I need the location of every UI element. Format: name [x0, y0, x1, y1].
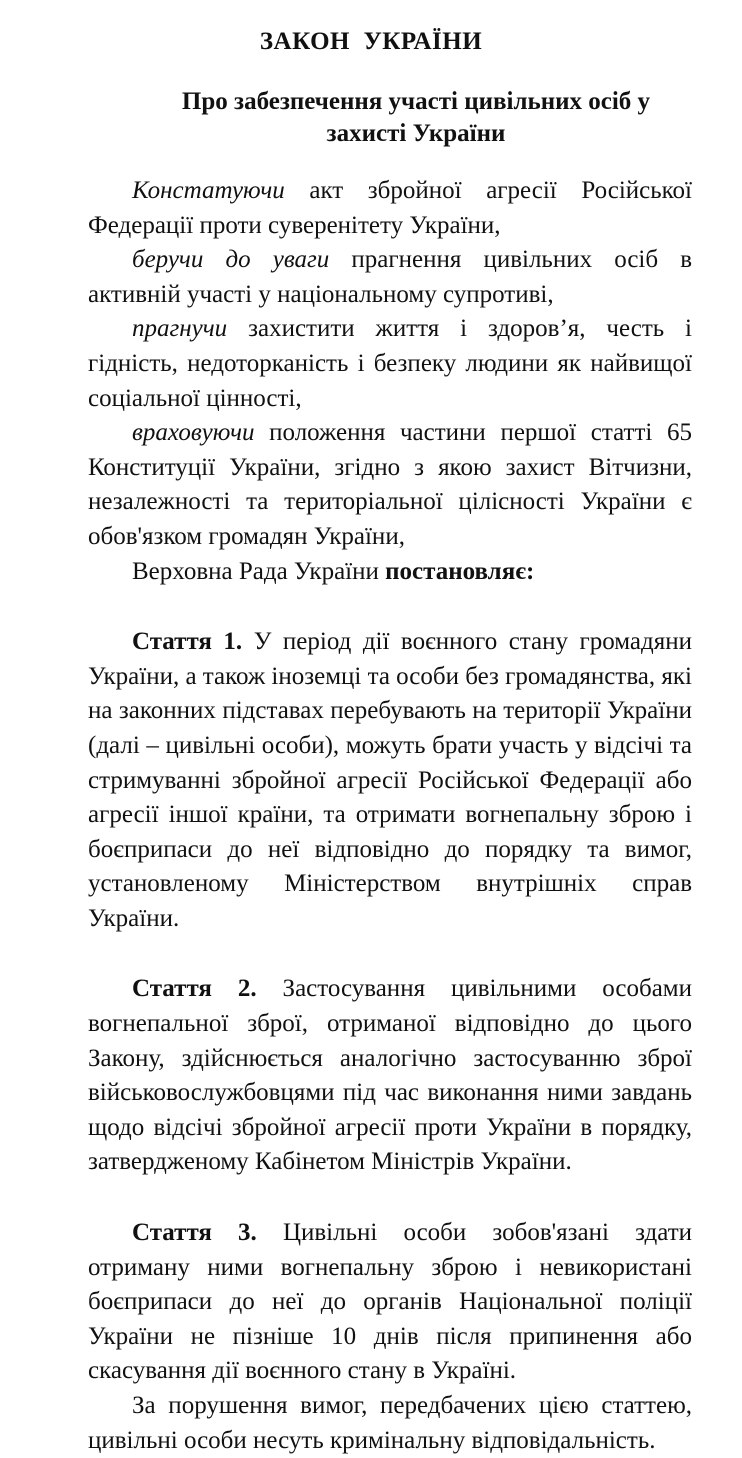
preamble-text: акт збройної агресії Російської Федерації проти суверенітету України,	[88, 177, 692, 239]
preamble-paragraph	[88, 312, 692, 416]
preamble-lead: беручи до уваги	[132, 246, 330, 274]
preamble-text: захистити життя і здоров’я, честь і гідність, недоторканість і безпеку людини як найвищої соціальної цінності,	[88, 315, 692, 412]
law-title: ЗАКОН УКРАЇНИ	[259, 28, 483, 55]
preamble-lead: враховуючи	[132, 419, 255, 447]
preamble-lead: прагнучи	[132, 315, 228, 343]
preamble-text: положення частини першої статті 65 Конституції України, згідно з якою захист Вітчизни, незалежності та територіальної цілісності України є обов'язком громадян України,	[88, 419, 692, 550]
article-text: Застосування цивільними особами вогнепальної зброї, отриманої відповідно до цього Закону, здійснюється аналогічно застосуванню зброї військовослужбовцями під час виконання ними завдань щодо відсічі збройної агресії проти України в порядку, затвердженому Кабінетом Міністрів України.	[88, 975, 693, 1176]
article-2	[88, 972, 692, 1180]
preamble-text: прагнення цивільних осіб в активній участі у національному супротиві,	[88, 246, 692, 308]
resolution-text: Верховна Рада України	[132, 557, 386, 585]
article-1	[88, 625, 692, 936]
article-label: Стаття 2.	[132, 975, 257, 1003]
resolution-paragraph	[88, 555, 692, 590]
preamble-paragraph	[88, 243, 692, 312]
law-subtitle: Про забезпечення участі цивільних осіб у захисті України	[181, 88, 651, 147]
article-label: Стаття 1.	[132, 628, 243, 656]
resolution-verb: постановляє:	[385, 557, 535, 585]
closing-paragraph: За порушення вимог, передбачених цією статтею, цивільні особи несуть кримінальну відповідальність.	[88, 1392, 692, 1454]
preamble-lead: Констатуючи	[132, 177, 285, 204]
law-body	[88, 174, 692, 1458]
article-text: Цивільні особи зобов'язані здати отриману ними вогнепальну зброю і невикористані боєприпаси до неї до органів Національної поліції України не пізніше 10 днів після припинення або скасування дії воєнного стану в Україні.	[88, 1219, 693, 1385]
preamble-paragraph	[88, 416, 692, 554]
article-3	[88, 1216, 692, 1389]
preamble-paragraph	[88, 174, 692, 243]
article-label: Стаття 3.	[132, 1219, 257, 1247]
article-text: У період дії воєнного стану громадяни України, а також іноземці та особи без громадянства, які на законних підставах перебувають на території України (далі – цивільні особи), можуть брати участь у відсічі та стримуванні збройної агресії Російської Федерації або агресії іншої країни, та отримати вогнепальну зброю і боєприпаси до неї відповідно до порядку та вимог, установленому Міністерством внутрішніх справ України.	[88, 628, 693, 932]
